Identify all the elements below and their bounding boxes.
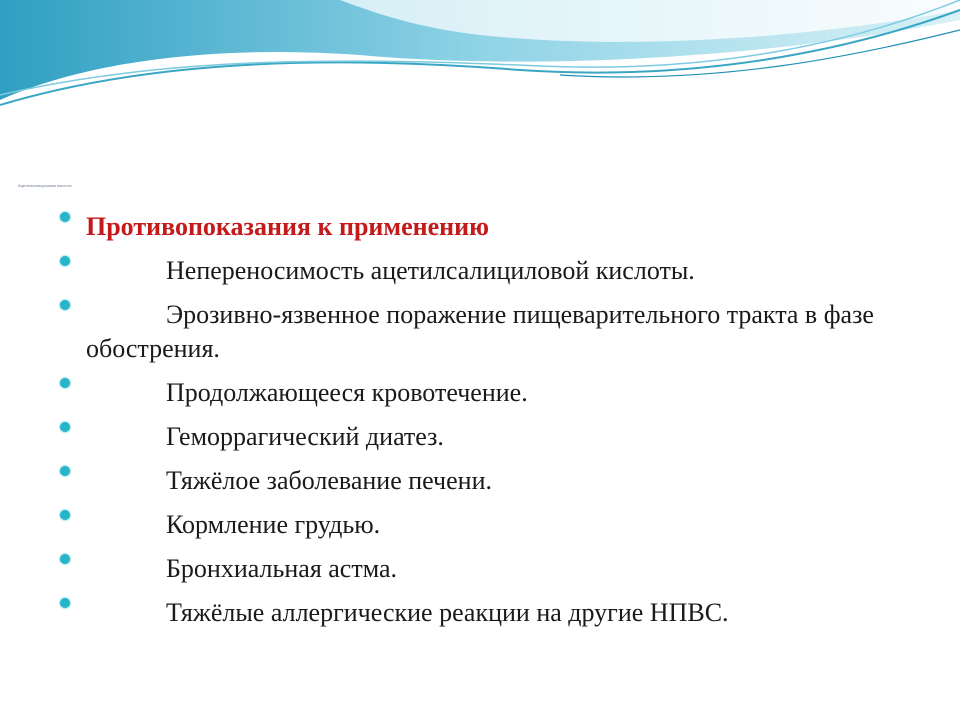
- bullet-icon: [60, 466, 70, 476]
- bullet-icon: [60, 300, 70, 310]
- bullet-icon: [60, 212, 70, 222]
- list-item: [60, 376, 940, 410]
- bullet-icon: [60, 256, 70, 266]
- bullet-icon: [60, 422, 70, 432]
- list-item-text: Непереносимость ацетилсалициловой кислоты.: [166, 256, 695, 285]
- list-item-text: Геморрагический диатез.: [166, 422, 444, 451]
- list-item-text: Продолжающееся кровотечение.: [166, 378, 528, 407]
- bullet-icon: [60, 554, 70, 564]
- list-item-text: Тяжёлое заболевание печени.: [166, 466, 492, 495]
- list-heading: [60, 210, 940, 244]
- slide-title-small: Ацетилсалициловая кислота: [18, 183, 72, 188]
- list-item: [60, 254, 940, 288]
- list-item: [60, 298, 940, 366]
- list-item: [60, 552, 940, 586]
- list-item: [60, 420, 940, 454]
- bullet-icon: [60, 510, 70, 520]
- list-item-text: Кормление грудью.: [166, 510, 381, 539]
- list-item: [60, 464, 940, 498]
- header-wave-decoration: [0, 0, 960, 130]
- heading-text: Противопоказания к применению: [86, 212, 489, 241]
- bullet-icon: [60, 378, 70, 388]
- list-item-text: Тяжёлые аллергические реакции на другие НПВС.: [166, 598, 729, 627]
- list-item: [60, 596, 940, 630]
- list-item-text: Бронхиальная астма.: [166, 554, 398, 583]
- bullet-icon: [60, 598, 70, 608]
- list-item-text: Эрозивно-язвенное поражение пищеварительного тракта в фазе обострения.: [86, 300, 874, 363]
- list-item: [60, 508, 940, 542]
- contraindications-list: [60, 210, 940, 640]
